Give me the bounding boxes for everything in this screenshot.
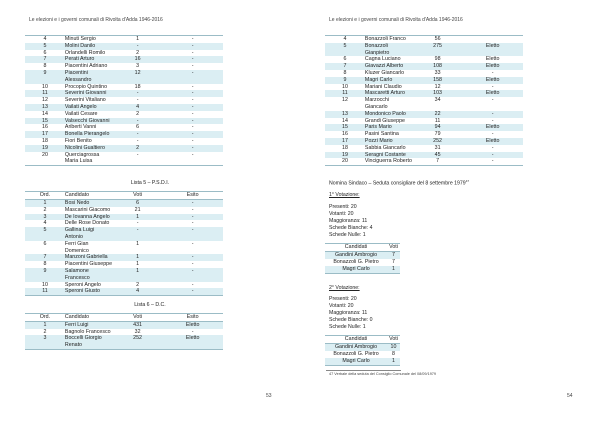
lista6-table <box>25 313 223 350</box>
table-row <box>325 351 400 358</box>
votes-cell: 1 <box>136 213 140 220</box>
candidate-cell: Bonazzoli Franco <box>364 36 406 42</box>
table-row <box>25 104 223 111</box>
result-cell: - <box>191 42 194 49</box>
votes-cell: 16 <box>134 56 141 63</box>
footnote-rule <box>326 370 401 371</box>
ord-cell: 11 <box>342 90 348 97</box>
candidate-cell: Boccelli Giorgio Renato <box>64 335 102 349</box>
votes-cell: 31 <box>434 144 441 151</box>
candidate-cell: Bonazzoli Gianpietro <box>364 42 390 56</box>
votes-cell: - <box>136 97 139 104</box>
table-header-row <box>325 244 400 252</box>
result-cell: - <box>191 124 194 131</box>
candidate-cell: Kluzer Giancarlo <box>364 69 405 76</box>
table-row <box>25 97 223 104</box>
table-row <box>25 90 223 97</box>
candidate-cell: Grandi Giuseppe <box>364 117 405 124</box>
vote2-title: 2° Votazione: <box>329 284 360 291</box>
ord-cell: 20 <box>342 158 348 165</box>
running-header: Le elezioni e i governi comunali di Rivolta d'Adda 1946-2016 <box>329 17 463 23</box>
votes-cell: 7 <box>392 251 395 258</box>
candidate-cell: Molini Danilo <box>64 42 96 49</box>
votes-cell: 4 <box>136 103 140 110</box>
candidate-cell: Severini Giovanni <box>64 90 107 97</box>
candidate-cell: Orlandelli Romilo <box>64 49 106 56</box>
table-row <box>25 261 223 268</box>
result-cell: - <box>191 49 194 56</box>
ord-cell: 10 <box>42 281 48 288</box>
ord-cell: 19 <box>42 144 48 151</box>
ord-cell: 8 <box>43 261 47 268</box>
table-row <box>25 84 223 91</box>
votes-cell: 252 <box>133 335 142 342</box>
votes-cell: 275 <box>433 42 442 49</box>
ord-cell: 10 <box>342 83 348 90</box>
result-cell: - <box>191 281 194 288</box>
votes-cell: - <box>136 220 139 227</box>
ord-cell: 4 <box>343 36 347 42</box>
result-cell: - <box>491 131 494 138</box>
lista5-title: Lista 5 – P.S.D.I. <box>130 180 170 187</box>
table-row <box>325 158 523 165</box>
candidate-cell: Procopio Quintino <box>64 83 108 90</box>
table-row <box>325 77 523 84</box>
result-cell: - <box>191 288 194 295</box>
candidate-cell: De Iovanna Angelo <box>64 213 110 220</box>
table-row <box>325 131 523 138</box>
ord-cell: 6 <box>43 240 47 247</box>
ord-cell: 18 <box>42 137 48 144</box>
result-cell: - <box>491 151 494 158</box>
votes-cell: 158 <box>433 76 442 83</box>
table-row <box>25 335 223 349</box>
footnote: 47 Verbale della seduta del Consiglio Comunale del 08/09/1979 <box>329 372 437 377</box>
result-cell: - <box>191 206 194 213</box>
page-number: 54 <box>567 393 573 399</box>
votes-cell: 431 <box>133 321 142 328</box>
result-cell: - <box>491 83 494 90</box>
candidate-cell: Speroni Giusto <box>64 288 100 295</box>
candidate-cell: Ferri Luigi <box>64 321 89 328</box>
result-cell: - <box>191 267 194 274</box>
table-row <box>25 329 223 336</box>
votes-cell: 6 <box>136 199 140 206</box>
result-cell: Eletto <box>185 335 200 342</box>
result-cell <box>462 36 523 43</box>
result-cell: - <box>191 199 194 206</box>
votes-cell: 3 <box>136 63 140 70</box>
ord-cell: 4 <box>43 220 47 227</box>
ord-cell: 17 <box>42 131 48 138</box>
votes-cell: - <box>136 90 139 97</box>
candidate-cell: Giavazzi Alberto <box>364 63 404 70</box>
table-row <box>25 220 223 227</box>
table-row <box>325 56 523 63</box>
votes-cell: 18 <box>134 83 141 90</box>
result-cell: - <box>191 56 194 63</box>
result-cell: - <box>191 254 194 261</box>
result-cell: - <box>491 97 494 104</box>
result-cell: Eletto <box>485 63 500 70</box>
table-row <box>325 138 523 145</box>
votes-cell: 2 <box>136 110 140 117</box>
ord-cell: 12 <box>42 97 48 104</box>
votes-cell: 8 <box>392 351 395 358</box>
ord-cell: 16 <box>342 131 348 138</box>
ord-cell: 2 <box>43 206 47 213</box>
table-row <box>25 124 223 131</box>
votes-cell: 103 <box>433 90 442 97</box>
header-result-cell: Esito <box>186 192 199 199</box>
table-row <box>25 138 223 145</box>
votes-cell: 22 <box>434 110 441 117</box>
table-row <box>325 145 523 152</box>
table-row <box>25 214 223 221</box>
candidate-cell: Seragni Costante <box>364 151 406 158</box>
table-row <box>25 322 223 329</box>
candidate-cell: Cagna Luciano <box>364 56 401 63</box>
candidate-cell: Bosi Nedo <box>64 199 90 206</box>
candidate-cell: Vailati Cesare <box>64 110 98 117</box>
header-votes-cell: Voti <box>133 314 142 321</box>
ord-cell: 12 <box>342 97 348 104</box>
votes-cell: 94 <box>434 124 441 131</box>
table-row <box>325 84 523 91</box>
table-row <box>25 207 223 214</box>
votes-cell: 1 <box>136 36 140 42</box>
ord-cell: 15 <box>42 117 48 124</box>
table-row <box>325 90 523 97</box>
candidate-cell: Querciagrossa Maria Luisa <box>64 151 100 165</box>
table-row <box>325 118 523 125</box>
vote1-stats: Presenti: 20 Votanti: 20 Maggioranza: 11 Schede Bianche: 4 Schede Nulle: 1 <box>329 203 373 238</box>
ord-cell: 16 <box>42 124 48 131</box>
result-cell: Eletto <box>485 90 500 97</box>
ord-cell: 5 <box>343 42 347 49</box>
table-row <box>25 50 223 57</box>
table-row <box>25 63 223 70</box>
result-cell: - <box>191 261 194 268</box>
candidate-cell: Gallina Luigi Antonio <box>64 227 95 240</box>
candidate-cell: Bonazzoli G. Pietro <box>333 258 379 265</box>
votes-cell: 2 <box>136 49 140 56</box>
lista6-title: Lista 6 – D.C. <box>134 302 166 309</box>
nomina-title: Nomina Sindaco – Seduta consigliare del 8 settembre 1979$^{47}$ <box>329 179 470 187</box>
candidate-cell: Marzocchi Giancarlo <box>364 97 390 110</box>
candidate-cell: Delle Rose Donato <box>64 220 110 227</box>
ord-cell: 1 <box>43 199 47 206</box>
candidate-cell: Magri Carlo <box>342 358 370 365</box>
candidate-cell: Bagnolo Francesco <box>64 328 111 335</box>
candidate-cell: Bonazzoli G. Pietro <box>333 351 379 358</box>
candidate-cell: Nicolini Gualtiero <box>64 144 105 151</box>
result-cell: - <box>191 227 194 234</box>
table-row <box>25 145 223 152</box>
candidate-cell: Perati Arturo <box>64 56 95 63</box>
lista5-table <box>25 191 223 296</box>
votes-cell: 7 <box>436 158 440 165</box>
vote1-table <box>325 243 400 274</box>
ord-cell: 2 <box>43 328 47 335</box>
votes-cell: 1 <box>392 265 395 272</box>
votes-cell: 45 <box>434 151 441 158</box>
candidate-cell: Piacentini Giuseppe <box>64 261 113 268</box>
result-cell: Eletto <box>485 76 500 83</box>
votes-cell: - <box>136 117 139 124</box>
result-cell: Eletto <box>485 124 500 131</box>
votes-cell: 98 <box>434 56 441 63</box>
table-row <box>25 227 223 241</box>
result-cell: - <box>191 117 194 124</box>
running-header: Le elezioni e i governi comunali di Rivolta d'Adda 1946-2016 <box>29 17 163 23</box>
candidate-cell: Vailati Angelo <box>64 103 97 110</box>
candidate-cell: Ferri Gian Domenico <box>64 240 89 254</box>
candidate-cell: Valsecchi Giovanni <box>64 117 110 124</box>
ord-cell: 3 <box>43 335 47 342</box>
result-cell: - <box>191 220 194 227</box>
table-row <box>25 43 223 50</box>
result-cell: - <box>191 63 194 70</box>
header-ord-cell: Ord. <box>39 314 51 321</box>
result-cell: - <box>491 158 494 165</box>
votes-cell: 56 <box>434 36 441 42</box>
candidate-cell: Paris Mario <box>364 124 392 131</box>
votes-cell: 21 <box>134 206 141 213</box>
ord-cell: 20 <box>42 151 48 158</box>
ord-cell: 6 <box>343 56 347 63</box>
header-votes: Voti <box>389 336 398 343</box>
candidate-cell: Mascarini Giacomo <box>64 206 111 213</box>
ord-cell: 10 <box>42 83 48 90</box>
votes-cell: 2 <box>136 281 140 288</box>
result-cell: - <box>191 137 194 144</box>
table-row <box>325 111 523 118</box>
votes-cell: - <box>136 227 139 234</box>
result-cell: - <box>191 83 194 90</box>
header-ord-cell: Ord. <box>39 192 51 199</box>
table-row <box>325 259 400 266</box>
ord-cell: 5 <box>43 42 47 49</box>
result-cell: - <box>191 151 194 158</box>
candidate-cell: Mascaretti Arturo <box>364 90 405 97</box>
result-cell: - <box>191 103 194 110</box>
table-header-row <box>25 314 223 322</box>
table-row <box>25 200 223 207</box>
candidate-cell: Bonella Pierangelo <box>64 131 110 138</box>
votes-cell: 34 <box>434 97 441 104</box>
vote1-title: 1° Votazione: <box>329 192 360 199</box>
table-row <box>325 152 523 159</box>
result-cell: - <box>191 213 194 220</box>
candidate-cell: Mondonico Paolo <box>364 110 406 117</box>
candidate-cell: Vinciguerra Roberto <box>364 158 412 165</box>
header-candidate: Candidati <box>344 336 368 343</box>
table-header-row <box>25 192 223 200</box>
votes-cell: 79 <box>434 131 441 138</box>
table-row <box>325 43 523 57</box>
candidate-cell: Fiori Benito <box>64 137 92 144</box>
table-row <box>25 254 223 261</box>
votes-cell: 1 <box>136 267 140 274</box>
candidate-cell: Speroni Angelo <box>64 281 101 288</box>
table-row <box>25 152 223 166</box>
votes-cell: 1 <box>136 261 140 268</box>
table-row <box>325 266 400 273</box>
result-cell: Eletto <box>485 56 500 63</box>
result-cell: - <box>191 69 194 76</box>
votes-cell: 33 <box>434 69 441 76</box>
ord-cell: 15 <box>342 124 348 131</box>
votes-cell: 4 <box>136 288 140 295</box>
ord-cell: 6 <box>43 49 47 56</box>
table-row <box>325 97 523 111</box>
table-row <box>25 70 223 84</box>
table-row <box>325 36 523 43</box>
page-54 <box>300 0 600 424</box>
table-row <box>325 344 400 351</box>
ord-cell: 5 <box>43 227 47 234</box>
votes-cell: 12 <box>134 69 141 76</box>
votes-cell: 32 <box>134 328 141 335</box>
ord-cell: 7 <box>43 254 47 261</box>
votes-cell: - <box>136 151 139 158</box>
table-row <box>25 282 223 289</box>
table-row <box>25 288 223 295</box>
votes-cell: 12 <box>434 83 441 90</box>
table-row <box>25 131 223 138</box>
result-cell: - <box>191 144 194 151</box>
candidate-cell: Manzoni Gabriella <box>64 254 108 261</box>
votes-cell: 252 <box>433 137 442 144</box>
ord-cell: 1 <box>43 321 47 328</box>
table-row <box>325 63 523 70</box>
candidate-cell: Pozzi Mario <box>364 137 393 144</box>
ord-cell: 8 <box>43 63 47 70</box>
candidate-cell: Severini Vitaliano <box>64 97 106 104</box>
table-header-row <box>325 336 400 344</box>
votes-cell: 108 <box>433 63 442 70</box>
result-cell: - <box>191 131 194 138</box>
result-cell: - <box>191 328 194 335</box>
candidates-table-continued <box>325 35 523 166</box>
ord-cell: 9 <box>43 69 47 76</box>
votes-cell: 1 <box>392 358 395 365</box>
table-row <box>25 268 223 282</box>
header-candidate: Candidati <box>344 243 368 250</box>
votes-cell: 11 <box>434 117 441 124</box>
table-row <box>25 36 223 43</box>
header-votes: Voti <box>389 243 398 250</box>
candidate-cell: Magri Carlo <box>364 76 393 83</box>
ord-cell: 14 <box>42 110 48 117</box>
vote2-table <box>325 335 400 366</box>
candidate-cell: Magri Carlo <box>342 265 370 272</box>
ord-cell: 7 <box>343 63 347 70</box>
ord-cell: 8 <box>343 69 347 76</box>
result-cell: - <box>191 240 194 247</box>
candidate-cell: Piacentini Adriano <box>64 63 108 70</box>
header-votes-cell: Voti <box>133 192 142 199</box>
header-result-cell: Esito <box>186 314 199 321</box>
result-cell: - <box>491 110 494 117</box>
result-cell: - <box>191 90 194 97</box>
result-cell: - <box>191 36 194 42</box>
table-row <box>25 118 223 125</box>
result-cell: Eletto <box>485 42 500 49</box>
ord-cell: 7 <box>43 56 47 63</box>
table-row <box>25 241 223 255</box>
result-cell: - <box>191 97 194 104</box>
votes-cell: - <box>136 42 139 49</box>
votes-cell: - <box>136 131 139 138</box>
ord-cell: 13 <box>342 110 348 117</box>
ord-cell: 3 <box>43 213 47 220</box>
result-cell: - <box>491 69 494 76</box>
ord-cell: 13 <box>42 103 48 110</box>
candidate-cell: Piacentini Alessandro <box>64 69 92 83</box>
votes-cell: 1 <box>136 254 140 261</box>
candidate-cell: Salamone Francesco <box>64 267 90 281</box>
votes-cell: 6 <box>136 124 140 131</box>
table-row <box>25 111 223 118</box>
result-cell: Eletto <box>485 137 500 144</box>
table-row <box>325 70 523 77</box>
ord-cell: 11 <box>42 90 48 97</box>
ord-cell: 14 <box>342 117 348 124</box>
ord-cell: 17 <box>342 137 348 144</box>
votes-cell: 7 <box>392 258 395 265</box>
votes-cell: 1 <box>136 240 140 247</box>
header-candidate-cell: Candidato <box>64 314 90 321</box>
result-cell: Eletto <box>185 321 200 328</box>
vote2-stats: Presenti: 20 Votanti: 20 Maggioranza: 11 Schede Bianche: 0 Schede Nulle: 1 <box>329 296 373 331</box>
votes-cell: 2 <box>136 144 140 151</box>
candidate-cell: Ariberti Vanni <box>64 124 97 131</box>
table-row <box>325 358 400 365</box>
candidates-table-continued <box>25 35 223 166</box>
candidate-cell: Gandini Ambrogio <box>334 251 378 258</box>
table-row <box>25 56 223 63</box>
page-number: 53 <box>266 393 272 399</box>
candidate-cell: Gandini Ambrogio <box>334 344 378 351</box>
candidate-cell: Sabbia Giancarlo <box>364 144 406 151</box>
ord-cell: 19 <box>342 151 348 158</box>
ord-cell: 11 <box>42 288 48 295</box>
ord-cell: 9 <box>43 267 47 274</box>
result-cell: - <box>491 144 494 151</box>
ord-cell: 9 <box>343 76 347 83</box>
header-candidate-cell: Candidato <box>64 192 90 199</box>
result-cell: - <box>491 117 494 124</box>
table-row <box>325 252 400 259</box>
ord-cell: 18 <box>342 144 348 151</box>
ord-cell: 4 <box>43 36 47 42</box>
candidate-cell: Pasini Santina <box>364 131 399 138</box>
candidate-cell: Minuti Sergio <box>64 36 96 42</box>
candidate-cell: Mariani Claudio <box>364 83 402 90</box>
result-cell: - <box>191 110 194 117</box>
votes-cell: 10 <box>390 344 397 351</box>
votes-cell: - <box>136 137 139 144</box>
table-row <box>325 124 523 131</box>
